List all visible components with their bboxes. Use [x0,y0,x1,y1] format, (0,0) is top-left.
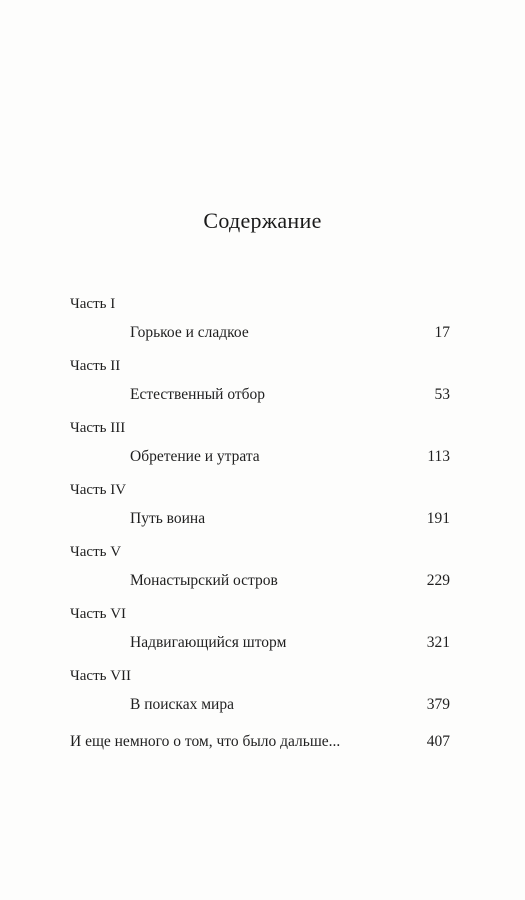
part-label: Часть VI [70,606,127,622]
toc-part-2 [70,358,450,420]
page-title: Содержание [203,208,322,233]
chapter-title: Горькое и сладкое [130,324,249,341]
chapter-title: Путь воина [130,510,206,527]
chapter-title: Естественный отбор [130,386,266,403]
part-label: Часть IV [70,482,127,498]
part-label: Часть V [70,544,122,560]
toc-epilogue [70,733,450,755]
page-number: 17 [434,324,450,341]
toc-part-1 [70,296,450,358]
chapter-title: Надвигающийся шторм [130,634,287,651]
page-number: 407 [426,733,450,750]
part-label: Часть II [70,358,121,374]
page-number: 191 [426,510,450,527]
table-of-contents [70,296,450,730]
part-label: Часть I [70,296,116,312]
toc-part-5 [70,544,450,606]
chapter-title: В поисках мира [130,696,234,713]
toc-part-7 [70,668,450,730]
part-label: Часть VII [70,668,132,684]
page-number: 229 [426,572,450,589]
toc-part-6 [70,606,450,668]
part-label: Часть III [70,420,126,436]
page-number: 53 [434,386,450,403]
epilogue-title: И еще немного о том, что было дальше... [70,733,341,750]
page-number: 113 [427,448,450,465]
page-number: 321 [426,634,450,651]
chapter-title: Монастырский остров [130,572,278,589]
toc-part-3 [70,420,450,482]
toc-part-4 [70,482,450,544]
page-number: 379 [426,696,450,713]
chapter-title: Обретение и утрата [130,448,260,465]
